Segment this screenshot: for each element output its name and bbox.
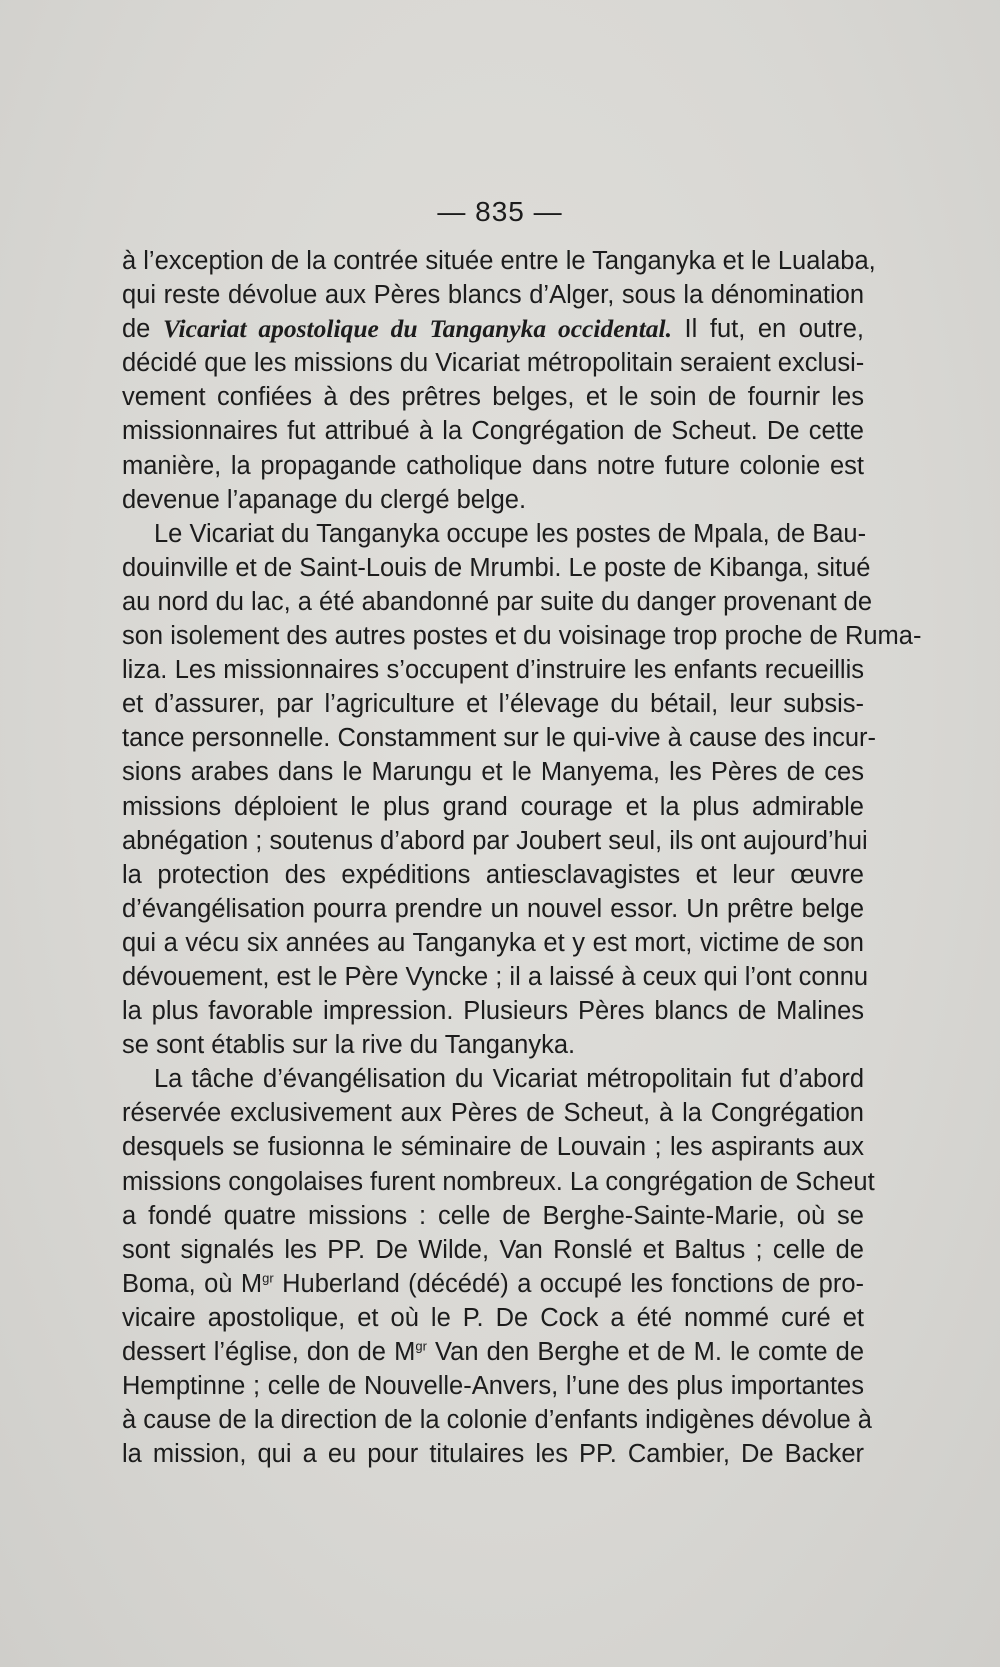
superscript: gr bbox=[262, 1270, 274, 1286]
text-line: tance personnelle. Constamment sur le qui-vive à cause des incur- bbox=[122, 724, 877, 753]
text-line: la mission, qui a eu pour titulaires les PP. Cambier, De Backer bbox=[122, 1440, 864, 1469]
text-line: à l’exception de la contrée située entre le Tanganyka et le Lualaba, bbox=[122, 247, 876, 275]
italic-title: Vicariat apostolique du Tanganyka occidental. bbox=[162, 314, 672, 344]
text-line: missionnaires fut attribué à la Congrégation de Scheut. De cette bbox=[122, 417, 864, 446]
text-run: Boma, où M bbox=[122, 1269, 263, 1298]
text-line bbox=[122, 1267, 864, 1301]
text-line: Le Vicariat du Tanganyka occupe les postes de Mpala, de Bau- bbox=[154, 519, 867, 548]
text-line bbox=[122, 312, 864, 346]
text-line: décidé que les missions du Vicariat métropolitain seraient exclusi- bbox=[122, 349, 865, 378]
text-line: sions arabes dans le Marungu et le Manyema, les Pères de ces bbox=[122, 758, 864, 787]
text-line: abnégation ; soutenus d’abord par Joubert seul, ils ont aujourd’hui bbox=[122, 826, 868, 855]
text-run: dessert l’église, don de M bbox=[122, 1338, 416, 1366]
text-line: manière, la propagande catholique dans notre future colonie est bbox=[122, 451, 864, 480]
text-run: Van den Berghe et de M. le comte de bbox=[426, 1338, 864, 1366]
text-line: devenue l’apanage du clergé belge. bbox=[122, 485, 527, 514]
text-run: Il fut, en outre, bbox=[672, 315, 865, 344]
text-line: qui reste dévolue aux Pères blancs d’Alger, sous la dénomination bbox=[122, 281, 864, 310]
text-line: La tâche d’évangélisation du Vicariat métropolitain fut d’abord bbox=[154, 1065, 864, 1094]
text-line: vement confiées à des prêtres belges, et le soin de fournir les bbox=[122, 383, 864, 412]
text-line: la protection des expéditions antiesclavagistes et leur œuvre bbox=[122, 860, 864, 889]
text-run: de bbox=[122, 315, 163, 344]
text-line bbox=[122, 1335, 864, 1369]
text-line: a fondé quatre missions : celle de Berghe-Sainte-Marie, où se bbox=[122, 1201, 864, 1230]
text-line: et d’assurer, par l’agriculture et l’élevage du bétail, leur subsis- bbox=[122, 690, 864, 719]
superscript: gr bbox=[415, 1338, 427, 1354]
text-line: Hemptinne ; celle de Nouvelle-Anvers, l’une des plus importantes bbox=[122, 1372, 864, 1401]
body-text bbox=[122, 244, 922, 1471]
text-line: missions congolaises furent nombreux. La congrégation de Scheut bbox=[122, 1167, 875, 1196]
text-line: se sont établis sur la rive du Tanganyka. bbox=[122, 1031, 576, 1060]
text-line: desquels se fusionna le séminaire de Louvain ; les aspirants aux bbox=[122, 1133, 864, 1162]
text-line: au nord du lac, a été abandonné par suite du danger provenant de bbox=[122, 587, 872, 616]
text-line: vicaire apostolique, et où le P. De Cock a été nommé curé et bbox=[122, 1303, 864, 1332]
page-number: — 835 — bbox=[437, 196, 563, 227]
text-line: sont signalés les PP. De Wilde, Van Ronslé et Baltus ; celle de bbox=[122, 1235, 864, 1264]
text-line: son isolement des autres postes et du voisinage trop proche de Ruma- bbox=[122, 622, 922, 651]
text-line: à cause de la direction de la colonie d’enfants indigènes dévolue à bbox=[122, 1406, 872, 1435]
text-line: missions déploient le plus grand courage et la plus admirable bbox=[122, 792, 864, 821]
text-line: dévouement, est le Père Vyncke ; il a laissé à ceux qui l’ont connu bbox=[122, 962, 869, 991]
text-line: la plus favorable impression. Plusieurs Pères blancs de Malines bbox=[122, 997, 864, 1026]
text-run: Huberland (décédé) a occupé les fonctions de pro- bbox=[273, 1269, 865, 1298]
text-line: liza. Les missionnaires s’occupent d’instruire les enfants recueillis bbox=[122, 656, 864, 685]
text-line: qui a vécu six années au Tanganyka et y est mort, victime de son bbox=[122, 928, 864, 957]
text-line: réservée exclusivement aux Pères de Scheut, à la Congrégation bbox=[122, 1099, 864, 1128]
text-line: douinville et de Saint-Louis de Mrumbi. Le poste de Kibanga, situé bbox=[122, 553, 871, 582]
text-line: d’évangélisation pourra prendre un nouvel essor. Un prêtre belge bbox=[122, 894, 864, 923]
